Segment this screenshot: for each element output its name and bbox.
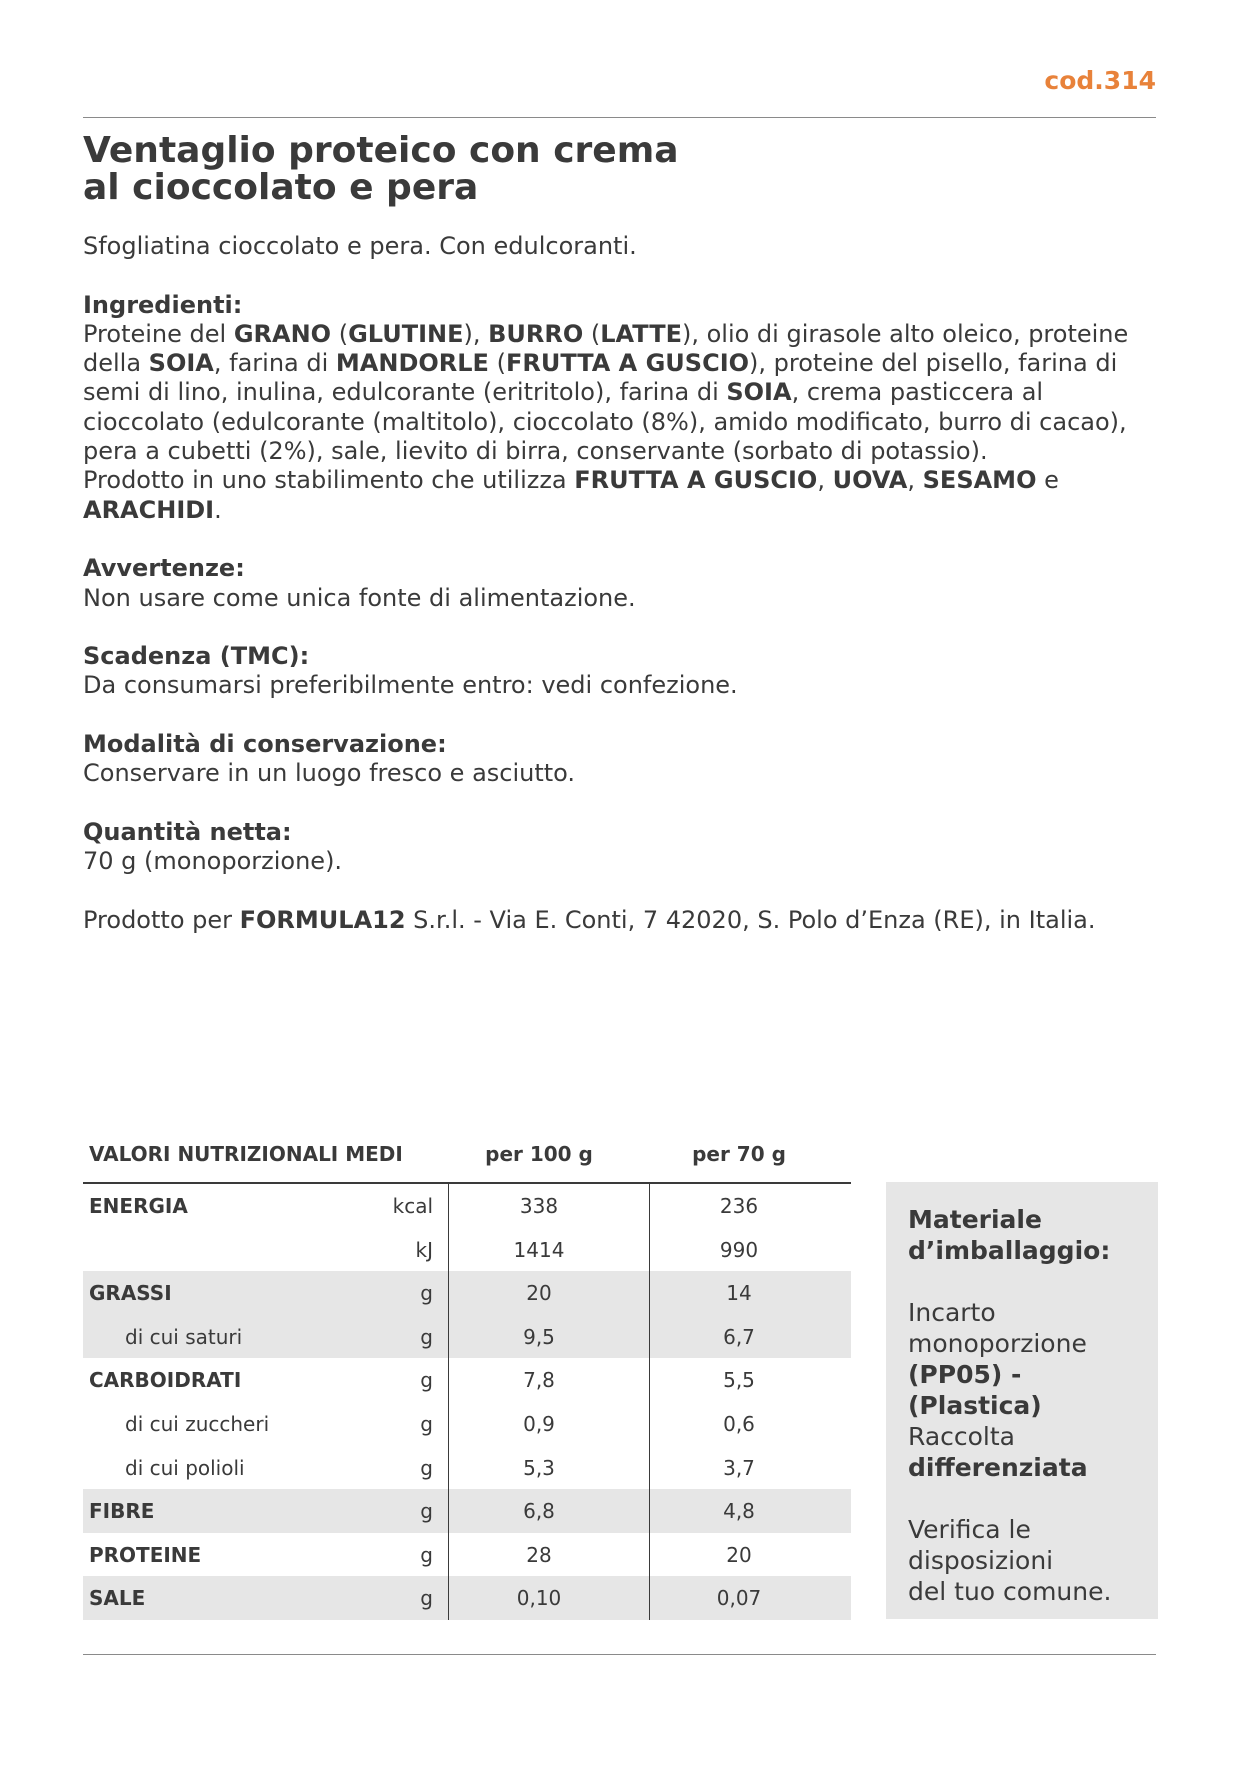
value-per-100g: 5,3 (523, 1455, 555, 1480)
nutrient-name: PROTEINE (89, 1542, 202, 1567)
value-per-100g: 0,10 (516, 1586, 562, 1611)
nutrient-name: di cui zuccheri (125, 1411, 270, 1436)
subtitle: Sfogliatina cioccolato e pera. Con edulcoranti. (83, 232, 637, 260)
nutrient-name: GRASSI (89, 1281, 172, 1306)
title-line-2: al cioccolato e pera (83, 167, 479, 208)
allergen: BURRO (488, 319, 584, 348)
packaging-line-1: Incarto (908, 1298, 996, 1327)
value-per-100g: 9,5 (523, 1324, 555, 1349)
column-divider (448, 1184, 449, 1620)
nutrient-unit: g (420, 1368, 433, 1393)
value-per-70g: 5,5 (723, 1368, 755, 1393)
verify-line-2: disposizioni (908, 1546, 1054, 1575)
packaging-box (886, 1182, 1158, 1619)
allergen: SESAMO (922, 466, 1037, 495)
nutrient-name: SALE (89, 1586, 146, 1611)
warnings-section (83, 554, 1158, 613)
nutrition-row (83, 1533, 851, 1577)
value-per-100g: 20 (526, 1281, 552, 1306)
warnings-text: Non usare come unica fonte di alimentazione. (83, 583, 636, 612)
verify-line-1: Verifica le (908, 1515, 1031, 1544)
ingredients-section (83, 291, 1158, 525)
nutrition-row (83, 1402, 851, 1446)
value-per-70g: 0,07 (716, 1586, 762, 1611)
header-name: VALORI NUTRIZIONALI MEDI (89, 1142, 403, 1166)
quantity-section (83, 818, 1158, 877)
storage-heading: Modalità di conservazione: (83, 730, 447, 759)
ingredients-heading: Ingredienti: (83, 290, 243, 319)
nutrition-row (83, 1271, 851, 1315)
ingredients-text: Proteine del GRANO (GLUTINE), BURRO (LATTE), olio di girasole alto oleico, proteine della SOIA, farina di MANDORLE (FRUTTA A GUSCIO), proteine del pisello, farina di semi di lino, inulina, edulcorante (eritritolo), farina di SOIA, crema pasticcera al cioccolato (edulcorante (maltitolo), cioccolato (8%), amido modificato, burro di cacao), pera a cubetti (2%), sale, lievito di birra, conservante (sorbato di potassio). (83, 319, 1129, 466)
value-per-70g: 6,7 (723, 1324, 755, 1349)
nutrient-name: CARBOIDRATI (89, 1368, 242, 1393)
nutrient-unit: g (420, 1499, 433, 1524)
top-divider (83, 117, 1156, 118)
nutrition-row (83, 1315, 851, 1359)
storage-section (83, 730, 1158, 789)
column-divider (649, 1184, 650, 1620)
value-per-70g: 236 (719, 1194, 759, 1218)
expiry-text: Da consumarsi preferibilmente entro: vedi confezione. (83, 671, 738, 700)
allergen: GRANO (233, 319, 332, 348)
allergen: UOVA (832, 466, 908, 495)
nutrition-row (83, 1228, 851, 1272)
allergen: SOIA (148, 349, 214, 378)
product-title (83, 132, 983, 206)
product-info (83, 232, 1158, 964)
value-per-70g: 20 (726, 1542, 752, 1567)
value-per-70g: 14 (726, 1281, 752, 1306)
producer-brand: FORMULA12 (239, 905, 406, 934)
verify-line-3: del tuo comune. (908, 1577, 1112, 1606)
allergen: SOIA (726, 378, 792, 407)
quantity-text: 70 g (monoporzione). (83, 847, 343, 876)
allergen: FRUTTA A GUSCIO (505, 349, 750, 378)
facility-text: Prodotto in uno stabilimento che utilizza FRUTTA A GUSCIO, UOVA, SESAMO e ARACHIDI. (83, 466, 1059, 524)
nutrient-unit: g (420, 1542, 433, 1567)
allergen: FRUTTA A GUSCIO (574, 466, 818, 495)
nutrition-row (83, 1358, 851, 1402)
nutrition-table-header (83, 1134, 851, 1182)
value-per-70g: 3,7 (723, 1455, 755, 1480)
nutrition-row (83, 1184, 851, 1228)
bottom-divider (83, 1654, 1156, 1655)
nutrient-name: di cui saturi (125, 1324, 243, 1349)
header-per-70g: per 70 g (692, 1142, 786, 1166)
nutrient-unit: g (420, 1455, 433, 1480)
value-per-100g: 7,8 (523, 1368, 555, 1393)
title-line-1: Ventaglio proteico con crema (83, 130, 679, 171)
packaging-line-3: (PP05) - (Plastica) (908, 1360, 1042, 1420)
value-per-100g: 6,8 (523, 1499, 555, 1524)
value-per-70g: 0,6 (723, 1411, 755, 1436)
expiry-heading: Scadenza (TMC): (83, 642, 310, 671)
value-per-70g: 990 (719, 1237, 759, 1262)
nutrient-unit: g (420, 1281, 433, 1306)
value-per-100g: 1414 (513, 1237, 565, 1262)
nutrient-name: FIBRE (89, 1499, 155, 1524)
value-per-100g: 338 (519, 1194, 559, 1218)
product-code: cod.314 (1044, 66, 1156, 95)
allergen: GLUTINE (348, 319, 464, 348)
packaging-heading-line-2: d’imballaggio: (908, 1236, 1111, 1265)
nutrient-name: ENERGIA (89, 1194, 188, 1218)
nutrient-name: di cui polioli (125, 1455, 245, 1480)
packaging-line-4: Raccolta (908, 1422, 1015, 1451)
producer-line: Prodotto per FORMULA12 S.r.l. - Via E. Conti, 7 42020, S. Polo d’Enza (RE), in Italia. (83, 905, 1096, 934)
nutrition-table-body (83, 1182, 851, 1620)
quantity-heading: Quantità netta: (83, 817, 292, 846)
nutrient-unit: g (420, 1586, 433, 1611)
packaging-line-5: differenziata (908, 1453, 1088, 1482)
nutrition-row (83, 1576, 851, 1620)
nutrition-row (83, 1446, 851, 1490)
packaging-line-2: monoporzione (908, 1329, 1087, 1358)
nutrient-unit: kcal (392, 1194, 433, 1218)
allergen: ARACHIDI (83, 495, 215, 524)
packaging-heading-line-1: Materiale (908, 1205, 1042, 1234)
header-per-100g: per 100 g (485, 1142, 593, 1166)
nutrient-unit: g (420, 1324, 433, 1349)
nutrient-unit: g (420, 1411, 433, 1436)
expiry-section (83, 642, 1158, 701)
nutrition-table (83, 1134, 851, 1620)
storage-text: Conservare in un luogo fresco e asciutto. (83, 759, 576, 788)
value-per-70g: 4,8 (723, 1499, 755, 1524)
allergen: MANDORLE (335, 349, 489, 378)
value-per-100g: 0,9 (523, 1411, 555, 1436)
value-per-100g: 28 (526, 1542, 552, 1567)
nutrition-row (83, 1489, 851, 1533)
warnings-heading: Avvertenze: (83, 554, 245, 583)
allergen: LATTE (600, 319, 682, 348)
nutrient-unit: kJ (415, 1237, 433, 1262)
